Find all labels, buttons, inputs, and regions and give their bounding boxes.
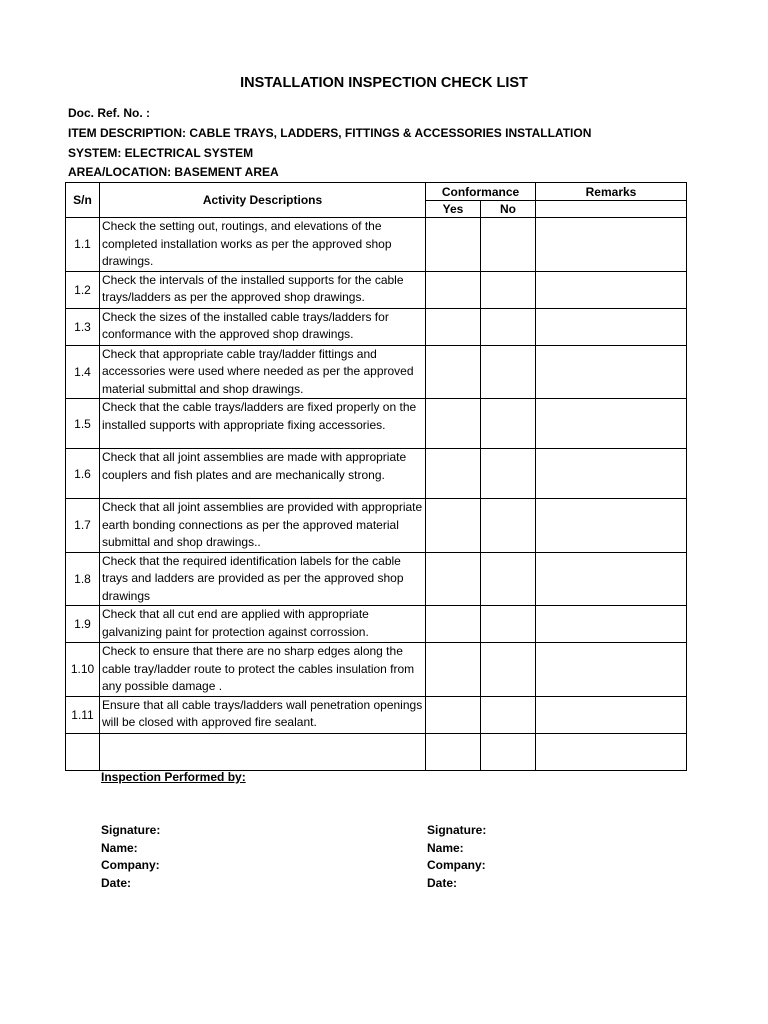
- row-sn: 1.11: [66, 696, 100, 733]
- remarks-cell[interactable]: [536, 399, 687, 449]
- table-row: [66, 345, 687, 399]
- row-sn: 1.2: [66, 271, 100, 308]
- blank-sn-cell: [66, 733, 100, 770]
- row-description: Check that the cable trays/ladders are fixed properly on the installed supports with appropriate fixing accessories.: [100, 399, 426, 449]
- table-row: [66, 499, 687, 553]
- row-sn: 1.3: [66, 308, 100, 345]
- yes-cell[interactable]: [426, 552, 481, 606]
- yes-cell[interactable]: [426, 271, 481, 308]
- table-row: [66, 449, 687, 499]
- remarks-cell[interactable]: [536, 271, 687, 308]
- row-description: Check the sizes of the installed cable trays/ladders for conformance with the approved shop drawings.: [100, 308, 426, 345]
- inspection-heading: Inspection Performed by:: [101, 770, 246, 784]
- activity-header: Activity Descriptions: [100, 183, 426, 218]
- date-label: Date:: [427, 875, 458, 890]
- no-cell[interactable]: [481, 733, 536, 770]
- yes-cell[interactable]: [426, 218, 481, 272]
- yes-cell[interactable]: [426, 399, 481, 449]
- company-label: Company:: [101, 858, 160, 872]
- table-row: [66, 271, 687, 308]
- no-cell[interactable]: [481, 399, 536, 449]
- system-label: SYSTEM: ELECTRICAL SYSTEM: [68, 146, 254, 160]
- yes-cell[interactable]: [426, 499, 481, 553]
- row-sn: 1.7: [66, 499, 100, 553]
- row-description: Check the intervals of the installed supports for the cable trays/ladders as per the approved shop drawings.: [100, 271, 426, 308]
- no-cell[interactable]: [481, 499, 536, 553]
- yes-cell[interactable]: [426, 733, 481, 770]
- row-description: Check the setting out, routings, and elevations of the completed installation works as per the approved shop drawings.: [100, 218, 426, 272]
- remarks-header: Remarks: [536, 183, 687, 201]
- doc-ref-label: Doc. Ref. No. :: [68, 106, 151, 120]
- no-cell[interactable]: [481, 218, 536, 272]
- signature-label: Signature:: [427, 823, 487, 837]
- remarks-cell[interactable]: [536, 449, 687, 499]
- remarks-cell[interactable]: [536, 345, 687, 399]
- row-sn: 1.10: [66, 643, 100, 697]
- no-cell[interactable]: [481, 643, 536, 697]
- remarks-cell[interactable]: [536, 308, 687, 345]
- yes-cell[interactable]: [426, 345, 481, 399]
- signature-label: Signature:: [101, 823, 161, 837]
- table-row: [66, 218, 687, 272]
- remarks-cell[interactable]: [536, 696, 687, 733]
- remarks-cell[interactable]: [536, 218, 687, 272]
- remarks-cell[interactable]: [536, 733, 687, 770]
- yes-cell[interactable]: [426, 643, 481, 697]
- blank-row: [66, 733, 687, 770]
- remarks-cell[interactable]: [536, 552, 687, 606]
- sn-header: S/n: [66, 183, 100, 218]
- table-row: [66, 696, 687, 733]
- remarks-cell[interactable]: [536, 606, 687, 643]
- row-sn: 1.6: [66, 449, 100, 499]
- conformance-header: Conformance: [426, 183, 536, 201]
- row-description: Check that the required identification labels for the cable trays and ladders are provided as per the approved shop drawings: [100, 552, 426, 606]
- row-description: Ensure that all cable trays/ladders wall penetration openings will be closed with approved fire sealant.: [100, 696, 426, 733]
- blank-desc-cell: [100, 733, 426, 770]
- yes-cell[interactable]: [426, 696, 481, 733]
- no-header: No: [481, 201, 536, 218]
- yes-cell[interactable]: [426, 606, 481, 643]
- row-sn: 1.5: [66, 399, 100, 449]
- table-row: [66, 552, 687, 606]
- item-description: ITEM DESCRIPTION: CABLE TRAYS, LADDERS, FITTINGS & ACCESSORIES INSTALLATION: [68, 126, 592, 140]
- table-row: [66, 606, 687, 643]
- row-description: Check that appropriate cable tray/ladder fittings and accessories were used where needed as per the approved material submittal and shop drawings.: [100, 345, 426, 399]
- no-cell[interactable]: [481, 271, 536, 308]
- row-description: Check that all joint assemblies are made with appropriate couplers and fish plates and are mechanically strong.: [100, 449, 426, 499]
- name-label: Name:: [101, 840, 138, 855]
- row-sn: 1.4: [66, 345, 100, 399]
- no-cell[interactable]: [481, 606, 536, 643]
- table-row: [66, 399, 687, 449]
- row-sn: 1.1: [66, 218, 100, 272]
- row-sn: 1.8: [66, 552, 100, 606]
- no-cell[interactable]: [481, 552, 536, 606]
- remarks-cell[interactable]: [536, 643, 687, 697]
- yes-cell[interactable]: [426, 449, 481, 499]
- inspection-table: [65, 182, 687, 771]
- yes-header: Yes: [426, 201, 481, 218]
- remarks-subheader: [536, 201, 687, 218]
- no-cell[interactable]: [481, 449, 536, 499]
- area-location: AREA/LOCATION: BASEMENT AREA: [68, 165, 279, 179]
- yes-cell[interactable]: [426, 308, 481, 345]
- name-label: Name:: [427, 840, 464, 855]
- row-description: Check to ensure that there are no sharp edges along the cable tray/ladder route to protect the cables insulation from any possible damage .: [100, 643, 426, 697]
- table-row: [66, 308, 687, 345]
- row-description: Check that all cut end are applied with appropriate galvanizing paint for protection against corrossion.: [100, 606, 426, 643]
- page-title: INSTALLATION INSPECTION CHECK LIST: [240, 75, 528, 91]
- remarks-cell[interactable]: [536, 499, 687, 553]
- date-label: Date:: [101, 875, 132, 890]
- no-cell[interactable]: [481, 308, 536, 345]
- no-cell[interactable]: [481, 345, 536, 399]
- row-sn: 1.9: [66, 606, 100, 643]
- company-label: Company:: [427, 858, 486, 872]
- table-row: [66, 643, 687, 697]
- signature-block-left: [101, 822, 160, 892]
- signature-block-right: [427, 822, 486, 892]
- no-cell[interactable]: [481, 696, 536, 733]
- row-description: Check that all joint assemblies are provided with appropriate earth bonding connections as per the approved material submittal and shop drawings..: [100, 499, 426, 553]
